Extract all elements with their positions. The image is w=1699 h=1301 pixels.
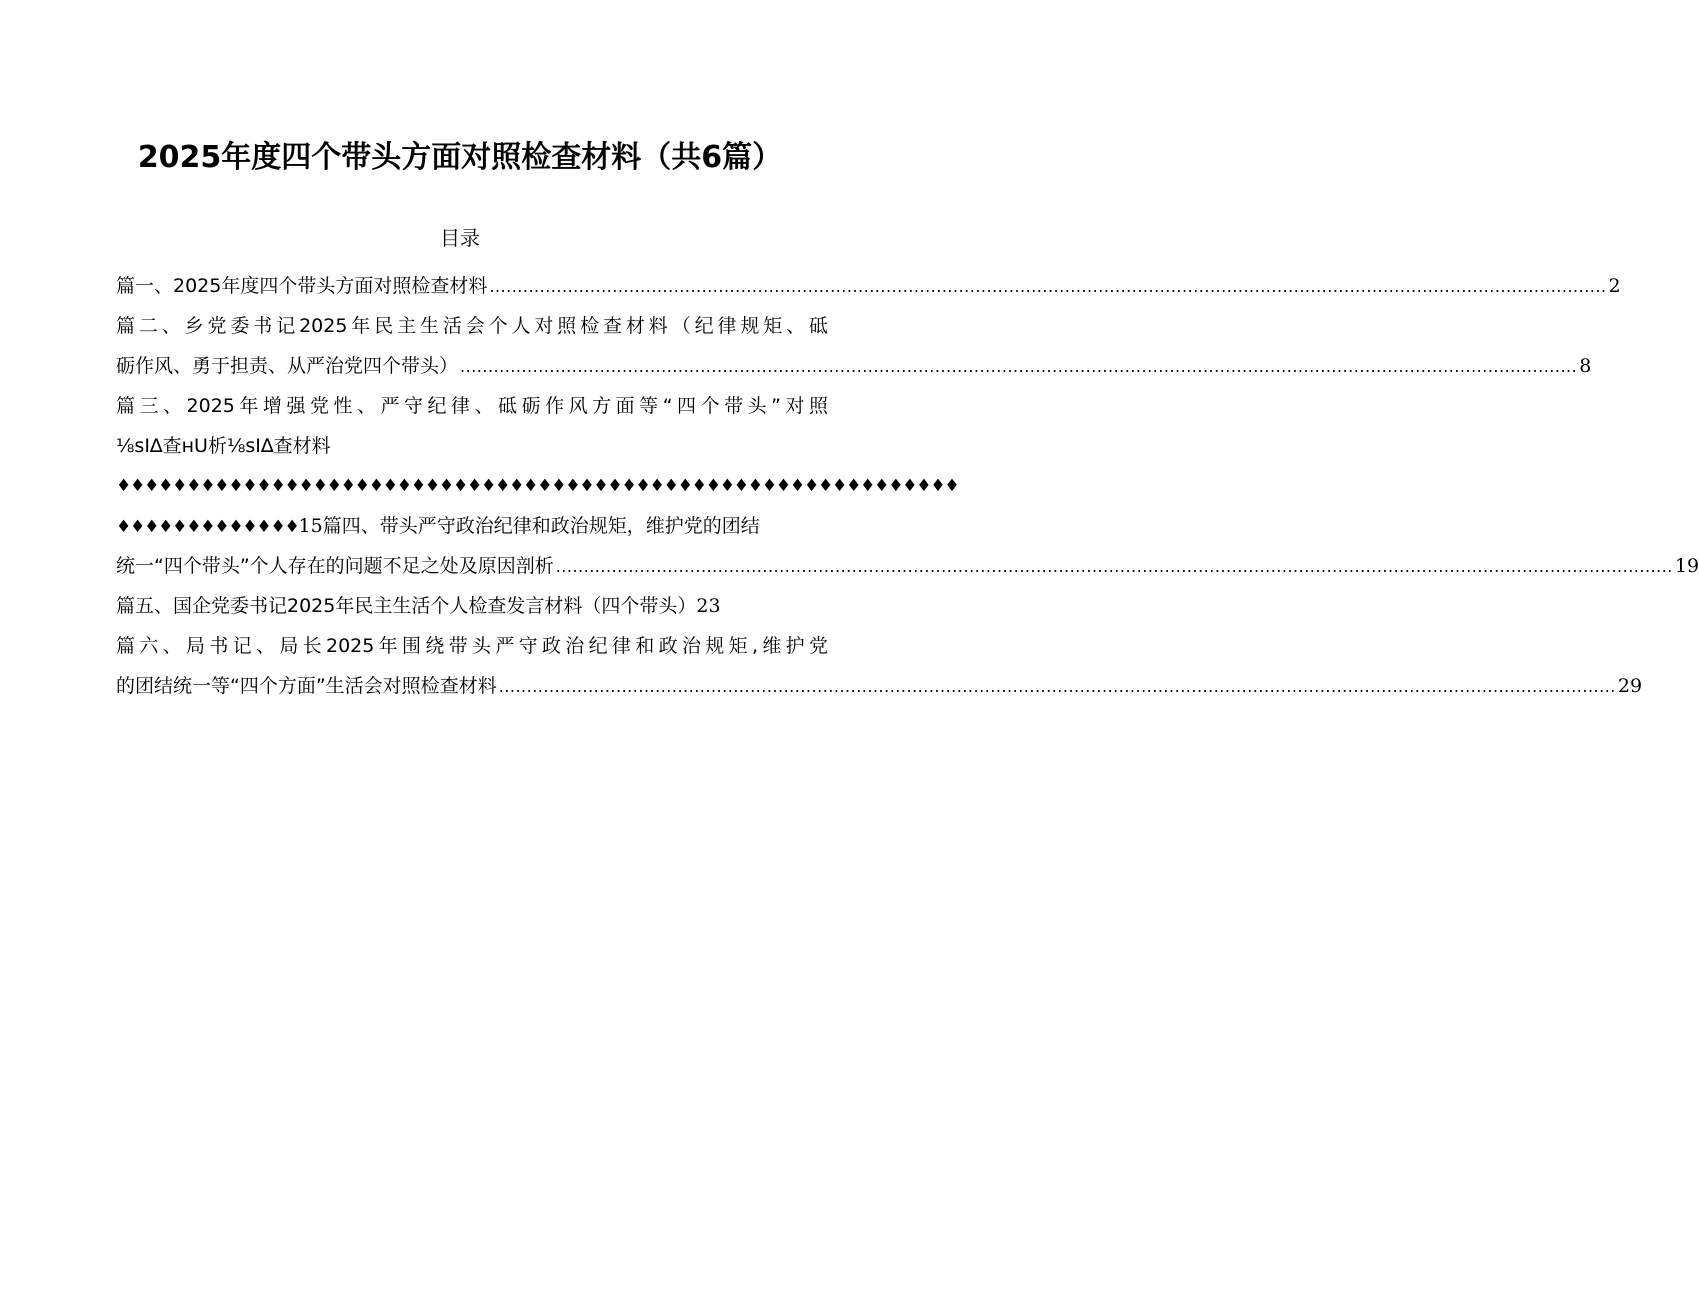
document-title: 2025年度四个带头方面对照检查材料（共6篇） [137, 140, 783, 175]
toc-entry-2-line-2[interactable] [116, 346, 1592, 386]
toc-entry-2-text-2: 砺作风、勇于担责、从严治党四个带头） [116, 355, 459, 377]
toc-entry-6-line-1[interactable] [116, 626, 828, 666]
toc-entry-5-text: 篇五、国企党委书记2025年民主生活个人检查发言材料（四个带头） [116, 595, 697, 617]
toc-entry-3-line-2[interactable] [116, 426, 828, 466]
toc-entry-3-diamonds-tail: ♦♦♦♦♦♦♦♦♦♦♦♦♦ [116, 517, 299, 537]
toc-entry-3-text-1: 篇三、2025年增强党性、严守纪律、砥砺作风方面等“四个带头”对照 [116, 395, 828, 417]
toc-leader-dots [499, 667, 1616, 707]
toc-entry-2-text-1: 篇二、乡党委书记2025年民主生活会个人对照检查材料（纪律规矩、砥 [116, 315, 828, 337]
toc-entry-1[interactable] [116, 266, 1621, 306]
toc-entry-4-page: 19 [1674, 555, 1699, 577]
toc-entry-6-page: 29 [1617, 675, 1643, 697]
toc-entry-3-page: 15 [298, 515, 323, 537]
toc-entry-2-line-1[interactable] [116, 306, 828, 346]
toc-entry-3-line-4[interactable] [116, 506, 828, 546]
toc-entry-6-line-2[interactable] [116, 666, 1643, 706]
toc-leader-dots [460, 347, 1577, 387]
toc-entry-2-page: 8 [1579, 355, 1592, 377]
toc-heading: 目录 [440, 226, 480, 250]
toc-entry-4-text-1: 篇四、带头严守政治纪律和政治规矩，维护党的团结 [322, 515, 760, 537]
toc-entry-3-text-2: ⅛sI∆查нU析⅛sI∆查材料 [116, 435, 331, 457]
toc-entry-5[interactable] [116, 586, 828, 626]
toc-entry-1-text: 篇一、2025年度四个带头方面对照检查材料 [116, 275, 488, 297]
toc-entry-6-text-2: 的团结统一等“四个方面”生活会对照检查材料 [116, 675, 497, 697]
toc-entry-6-text-1: 篇六、局书记、局长2025年围绕带头严守政治纪律和政治规矩,维护党 [116, 635, 828, 657]
toc-entry-4-line-2[interactable] [116, 546, 1699, 586]
toc-leader-dots [489, 267, 1606, 307]
toc-entry-5-page: 23 [696, 595, 721, 617]
toc-entry-3-line-1[interactable] [116, 386, 828, 426]
toc-entry-3-leader-diamonds: ♦♦♦♦♦♦♦♦♦♦♦♦♦♦♦♦♦♦♦♦♦♦♦♦♦♦♦♦♦♦♦♦♦♦♦♦♦♦♦♦♦♦♦♦♦♦♦♦♦♦♦♦♦♦♦♦♦♦♦♦ [116, 476, 959, 496]
toc-leader-dots [556, 547, 1673, 587]
toc-entry-4-text-2: 统一“四个带头”个人存在的问题不足之处及原因剖析 [116, 555, 554, 577]
toc-entry-1-page: 2 [1608, 275, 1621, 297]
table-of-contents [116, 266, 1699, 706]
